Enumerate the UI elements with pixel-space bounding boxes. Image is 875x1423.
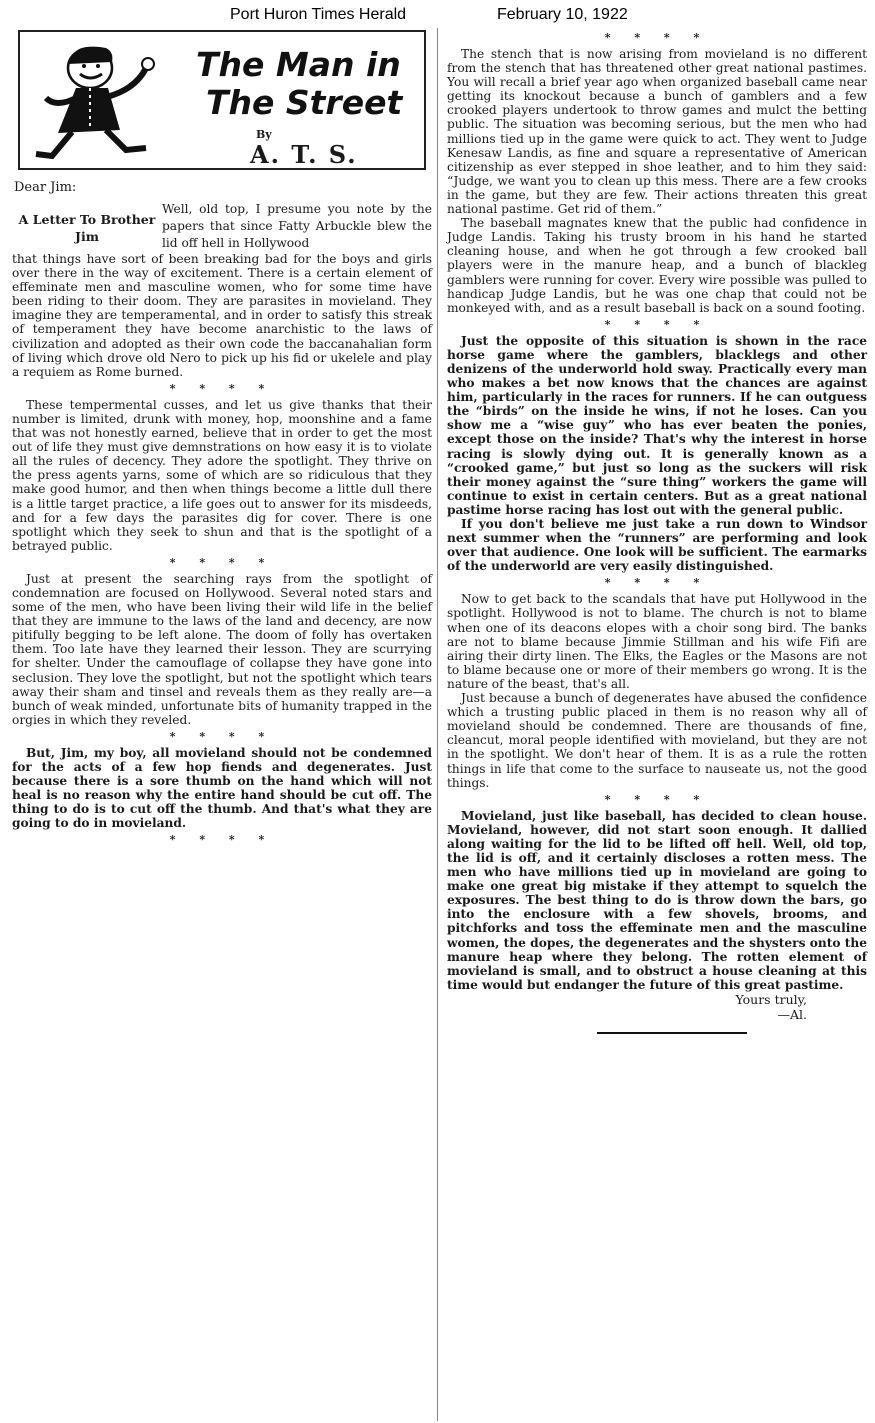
side-headline: A Letter To Brother Jim xyxy=(18,212,156,244)
signature: —Al. xyxy=(777,1006,807,1022)
section-break: * * * * xyxy=(604,31,710,44)
paragraph: These tempermental cusses, and let us give thanks that their number is limited, drunk with money, hop, moonshine and a fame that was not honestly earned, believe that in order to get the most out of life they must give demnstrations on how easy it is to violate all the rules of decency. They adore the spotlight. They thrive on the press agents yarns, some of which are so ridiculous that they make good humor, and then when things become a little dull there is a little target practice, a life goes out to answer for its misdeeds, and for a few days the parasites dig for cover. There is one spotlight which they seek to shun and that is the spotlight of a betrayed public. xyxy=(12,397,432,553)
section-break: * * * * xyxy=(604,576,710,590)
paragraph: Just at present the searching rays from the spotlight of condemnation are focused on Hollywood. Several noted stars and some of the men, who have been living their wild life in the belief that they are immune to the laws of the land and decency, are now pitifully begging to be left alone. The doom of folly has overtaken them. Too late have they learned their lesson. They are scurrying for shelter. Under the camouflage of collapse they have gone into seclusion. They love the spotlight, but not the spotlight which tears away their sham and tinsel and reveals them as they really are—a bunch of weak minded, unfortunate bits of humanity trapped in the orgies in which they reveled. xyxy=(12,571,432,727)
end-rule xyxy=(597,1032,747,1034)
section-break: * * * * xyxy=(169,833,275,847)
intro-block xyxy=(12,201,432,252)
right-column xyxy=(447,28,867,1034)
paragraph: If you don't believe me just take a run down to Windsor next summer when the “runners” are performing and look over that audience. One look will be sufficient. The earmarks of the underworld are very easily distinguished. xyxy=(447,517,867,574)
section-break: * * * * xyxy=(169,381,275,395)
paragraph: The stench that is now arising from movieland is no different from the stench that has threatened other great national pastimes. You will recall a brief year ago when organized baseball came near getting its knockout because a bunch of gamblers and a few crooked players undertook to throw games and mulct the betting public. The situation was becoming serious, but the men who had millions tied up in the game were quick to act. They went to Judge Kenesaw Landis, as fine and square a representative of American citizenship as ever stepped in shoe leather, and to him they said: “Judge, we want you to clean up this mess. There are a few crooks in the game, but they are few. Their actions threaten this great national pastime. Get rid of them.” xyxy=(447,47,867,217)
paragraph: Movieland, just like baseball, has decided to clean house. Movieland, however, did not start soon enough. It dallied along waiting for the lid to be lifted off hell. Well, old top, the lid is off, and it certainly discloses a rotten mess. The men who have millions tied up in movieland are going to make one great big mistake if they attempt to squelch the exposures. The best thing to do is throw down the bars, go into the enclosure with a few shovels, brooms, and pitchforks and toss the effeminate men and the masculine women, the dopes, the degenerates and the shysters onto the manure heap where they belong. The rotten element of movieland is small, and to obstruct a house cleaning at this time would but endanger the future of this great pastime. xyxy=(447,808,867,992)
source-label: Port Huron Times Herald xyxy=(230,6,407,23)
left-column xyxy=(12,28,432,849)
column-title xyxy=(196,46,402,122)
intro-text: Well, old top, I presume you note by the papers that since Fatty Arbuckle blew the lid off hell in Hollywood xyxy=(162,202,432,250)
section-break: * * * * xyxy=(169,729,275,743)
title-line-1: The Man in xyxy=(196,45,401,84)
newspaper-clipping xyxy=(12,28,869,1421)
paragraph: Now to get back to the scandals that have put Hollywood in the spotlight. Hollywood is not to blame. The church is not to blame when one of its deacons elopes with a choir song bird. The banks are not to blame because Jimmie Stillman and his wife Fifi are airing their dirty linen. The Elks, the Eagles or the Masons are not to blame because one or more of their members go wrong. It is the nature of the beast, that's all. xyxy=(447,592,867,691)
paragraph: But, Jim, my boy, all movieland should not be condemned for the acts of a few hop fiends and degenerates. Just because there is a sore thumb on the hand which will not heal is no reason why the entire hand should be cut off. The thing to do is to cut off the thumb. And that's what they are going to do in movieland. xyxy=(12,745,432,831)
greeting: Dear Jim: xyxy=(14,180,77,195)
byline-author: A. T. S. xyxy=(250,140,358,169)
section-break: * * * * xyxy=(169,555,275,569)
running-man-illustration xyxy=(28,38,178,164)
paragraph: Just because a bunch of degenerates have abused the confidence which a trusting public placed in them is no reason why all of movieland should be condemned. There are thousands of fine, cleancut, moral people identified with movieland, but they are not in the spotlight. We don't hear of them. It is as a rule the rotten things in life that come to the surface to nauseate us, not the good things. xyxy=(447,691,867,790)
column-divider xyxy=(437,28,438,1421)
paragraph: The baseball magnates knew that the public had confidence in Judge Landis. Taking his trusty broom in his hand he started cleaning house, and when he got through a few crooked ball players were in the manure heap, and a bunch of blackleg gamblers were running for cover. Every wire possible was pulled to handicap Judge Landis, but he was one chap that could not be monkeyed with, and as a result baseball is back on a sound footing. xyxy=(447,216,867,315)
paragraph: Just the opposite of this situation is shown in the race horse game where the gamblers, blacklegs and other denizens of the underworld hold sway. Practically every man who makes a bet now knows that the chances are against him, particularly in the races for runners. If he can outguess the “birds” on the inside he wins, if not he loses. Can you show me a “wise guy” who has ever beaten the ponies, except those on the inside? That's why the interest in horse racing is slowly dying out. It is generally known as a “crooked game,” but just so long as the suckers will risk their money against the “sure thing” workers the game will continue to exist in certain centers. But as a great national pastime horse racing has lost out with the general public. xyxy=(447,333,867,517)
column-masthead xyxy=(18,30,426,170)
byline-by: By xyxy=(256,128,272,141)
section-break: * * * * xyxy=(604,792,710,806)
paragraph: that things have sort of been breaking bad for the boys and girls over there in the way of excitement. There is a certain element of effeminate men and masculine women, who for some time have been riding to their doom. They are parasites in movieland. They imagine they are temperamental, and in order to satisfy this streak of temperament they have become anarchistic to the laws of civilization and adopted as their own code the baccanahalian form of living which drove old Nero to pick up his fid or ukelele and play a requiem as Rome burned. xyxy=(12,252,432,379)
title-line-2: The Street xyxy=(206,83,403,122)
date-label: February 10, 1922 xyxy=(497,6,628,23)
closing: Yours truly, xyxy=(735,991,807,1007)
section-break: * * * * xyxy=(604,317,710,331)
